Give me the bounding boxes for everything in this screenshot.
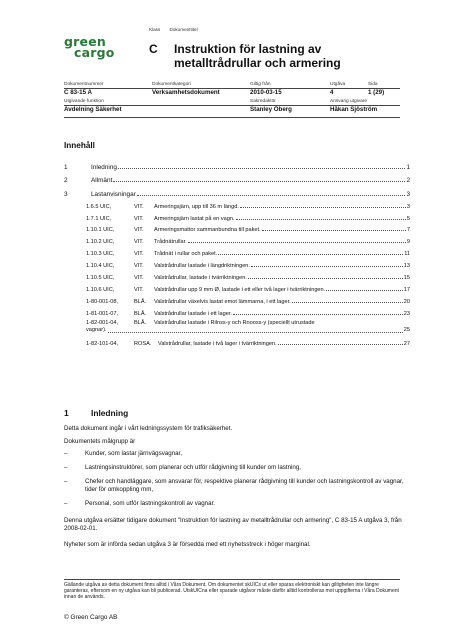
dash-bullet-icon: – bbox=[64, 500, 68, 507]
meta-divider-3 bbox=[64, 117, 400, 118]
toc-leader bbox=[233, 314, 403, 315]
toc-sub-page: 17 bbox=[403, 286, 410, 293]
meta-publisher: Håkan Sjöström bbox=[330, 106, 378, 113]
paragraph: Detta dokument ingår i vårt ledningssystem för trafiksäkerhet. bbox=[64, 425, 233, 432]
meta-page: 1 (29) bbox=[368, 89, 385, 96]
toc-leader bbox=[292, 302, 403, 303]
toc-sub-title: Armeringsjärn, upp till 36 m längd. bbox=[154, 203, 239, 210]
toc-leader bbox=[240, 207, 406, 208]
toc-sub-page: 25 bbox=[403, 327, 410, 334]
list-item-text: Personal, som utför lastningskontroll av vagnar. bbox=[85, 500, 216, 507]
table-of-contents bbox=[64, 157, 410, 347]
toc-sub-code: 1.10.6 UIC, bbox=[86, 286, 115, 293]
toc-leader bbox=[251, 266, 403, 267]
toc-sub-code: 1.10.4 UIC, bbox=[86, 263, 115, 270]
toc-sub-color: VIT. bbox=[134, 203, 144, 210]
toc-sub-title-cont: vagnar). bbox=[86, 327, 107, 334]
toc-entry[interactable] bbox=[64, 184, 410, 198]
meta-valid-from: 2010-03-15 bbox=[250, 89, 282, 96]
toc-leader bbox=[113, 181, 405, 182]
toc-sub-page: 20 bbox=[403, 298, 410, 305]
list-item bbox=[64, 464, 404, 472]
toc-sub-color: VIT. bbox=[134, 251, 144, 258]
logo-line-2: cargo bbox=[74, 45, 115, 60]
toc-sub-color: BLÅ. bbox=[134, 319, 147, 326]
toc-sub-code: 1.10.5 UIC, bbox=[86, 275, 115, 282]
doctitle-label: Dokumenttitel bbox=[169, 27, 198, 32]
toc-sub-title: Valstrådrullar, lastade i tvärriktningen. bbox=[154, 275, 247, 282]
toc-sub-title: Valstrådrullar lastade i längdriktningen. bbox=[154, 263, 250, 270]
toc-entry-title: Allmänt bbox=[91, 177, 113, 185]
meta-function: Avdelning Säkerhet bbox=[64, 106, 122, 113]
meta-divider-2 bbox=[64, 105, 400, 106]
toc-sub-code: 1.10.2 UIC, bbox=[86, 239, 115, 246]
toc-sub-color: BLÅ. bbox=[134, 298, 147, 305]
toc-leader bbox=[137, 195, 406, 196]
section-heading bbox=[64, 408, 128, 418]
meta-label-editor: Sakredaktör bbox=[250, 99, 276, 104]
green-cargo-logo bbox=[64, 36, 130, 60]
toc-heading: Innehåll bbox=[64, 141, 95, 150]
toc-sub-page: 3 bbox=[406, 203, 410, 210]
meta-label-page: Sida bbox=[368, 82, 378, 87]
paragraph: Nyheter som är införda sedan utgåva 3 är försedda med ett nyhetsstreck i höger marginal. bbox=[64, 541, 311, 548]
list-item bbox=[64, 478, 404, 494]
dash-bullet-icon: – bbox=[64, 478, 68, 485]
toc-sub-page: 13 bbox=[403, 263, 410, 270]
toc-leader bbox=[236, 219, 406, 220]
toc-leader bbox=[248, 278, 403, 279]
paragraph: Denna utgåva ersätter tidigare dokument "Instruktion för lastning av metalltrådrullar och armering", C 83-15 A utgåva 3, från 2008-02-01. bbox=[64, 517, 402, 532]
document-title: Instruktion för lastning av metalltrådrullar och armering bbox=[174, 42, 341, 70]
meta-label-publisher: Ansvarig utgivare bbox=[330, 99, 368, 104]
toc-sub-color: VIT. bbox=[134, 275, 144, 282]
toc-sub-title: Valstrådrullar upp 9 mm Ø, lastade i ett eller två lager i tvärriktningen. bbox=[154, 286, 326, 293]
toc-sub-title: Armeringsjärn lastat på en vagn. bbox=[154, 215, 235, 222]
toc-sub-title: Valstrådrullar lastade i ett lager. bbox=[154, 310, 232, 317]
toc-subentry[interactable] bbox=[64, 198, 410, 210]
list-item-text: Kunder, som lastar järnvägsvagnar, bbox=[85, 450, 182, 457]
toc-entry[interactable] bbox=[64, 157, 410, 171]
list-item bbox=[64, 500, 404, 508]
toc-sub-code: 1.7.1 UIC, bbox=[86, 215, 112, 222]
toc-subentry[interactable] bbox=[64, 335, 410, 347]
toc-leader bbox=[108, 332, 403, 333]
toc-subentry[interactable] bbox=[64, 210, 410, 222]
list-item bbox=[64, 450, 404, 458]
toc-subentry[interactable] bbox=[64, 222, 410, 234]
logo-line-1: green bbox=[64, 34, 106, 49]
toc-sub-color: BLÅ. bbox=[134, 310, 147, 317]
toc-subentry[interactable] bbox=[64, 245, 410, 257]
meta-label-docnumber: Dokumentnummer bbox=[64, 82, 104, 87]
toc-sub-title: Valstrådrullar, lastade i två lager i tvärriktningen. bbox=[158, 340, 277, 347]
toc-sub-color: VIT. bbox=[134, 286, 144, 293]
toc-sub-page: 15 bbox=[403, 275, 410, 282]
toc-sub-color: VIT. bbox=[134, 239, 144, 246]
toc-entry-page: 2 bbox=[406, 177, 410, 185]
meta-docnumber: C 83-15 A bbox=[64, 89, 92, 96]
toc-sub-title: Trådnätrullar. bbox=[154, 239, 187, 246]
toc-sub-code: 1.10.1 UIC, bbox=[86, 227, 115, 234]
class-label: Klass bbox=[149, 27, 161, 32]
meta-edition: 4 bbox=[330, 89, 334, 96]
meta-editor: Stanley Öberg bbox=[250, 106, 292, 113]
toc-sub-title: Valstrådrullar växelvis lastat emot lämmarna, i ett lager. bbox=[154, 298, 291, 305]
toc-sub-page: 7 bbox=[406, 227, 410, 234]
paragraph: Dokumentets målgrupp är bbox=[64, 438, 136, 445]
toc-subentry[interactable] bbox=[64, 281, 410, 293]
toc-leader bbox=[218, 254, 403, 255]
meta-label-edition: Utgåva bbox=[330, 82, 346, 87]
toc-subentry[interactable] bbox=[64, 269, 410, 281]
copyright: © Green Cargo AB bbox=[64, 614, 118, 621]
meta-label-category: Dokumentkategori bbox=[152, 82, 191, 87]
footer-divider bbox=[64, 579, 400, 580]
toc-sub-color: ROSA. bbox=[134, 340, 152, 347]
list-item-text: Lastningsinstruktörer, som planerar och utför rådgivning till kunder om lastning, bbox=[85, 464, 301, 471]
toc-sub-code: 1.10.3 UIC, bbox=[86, 251, 115, 258]
meta-label-function: Utgivande funktion bbox=[64, 99, 104, 104]
toc-entry-number: 3 bbox=[64, 190, 68, 198]
footer-note: Gällande utgåva av detta dokument finns alltid i Våra Dokument. Om dokumentet skUICs ut eller sparas elektroniskt kan giltigheten inte längre garanteras, eftersom en ny utgåva kan bli publicerad. UtskUICna eller sparade utgåvor måste därför alltid kontrolleras mot uppgifterna i Våra Dokument innan de används. bbox=[64, 582, 399, 601]
section-title: Inledning bbox=[91, 408, 129, 418]
toc-sub-code: 1-80-001-08, bbox=[86, 298, 119, 305]
meta-divider-1 bbox=[64, 88, 400, 89]
toc-leader bbox=[118, 168, 405, 169]
toc-entry-number: 2 bbox=[64, 177, 68, 185]
toc-entry-number: 1 bbox=[64, 163, 68, 171]
toc-sub-page: 5 bbox=[406, 215, 410, 222]
toc-sub-title: Armeringsmattor sammanbundna till paket. bbox=[154, 227, 261, 234]
dash-bullet-icon: – bbox=[64, 450, 68, 457]
toc-sub-page: 23 bbox=[403, 310, 410, 317]
toc-entry-title: Lastanvisningar bbox=[91, 190, 136, 198]
toc-leader bbox=[188, 242, 406, 243]
toc-sub-title: Trådnät i rullar och paket. bbox=[154, 251, 218, 258]
toc-entry[interactable] bbox=[64, 171, 410, 185]
toc-sub-code: 1-82-001-04, bbox=[86, 319, 119, 326]
audience-list bbox=[64, 450, 404, 514]
toc-sub-page: 11 bbox=[404, 251, 410, 258]
toc-subentry[interactable] bbox=[64, 233, 410, 245]
list-item-text: Chefer och handläggare, som ansvarar för, respektive planerar rådgivning till kunder och lastningskontroll av vagnar, tider för omkoppling mm, bbox=[85, 478, 404, 493]
toc-leader bbox=[278, 344, 403, 345]
toc-leader bbox=[262, 230, 406, 231]
toc-sub-page: 9 bbox=[406, 239, 410, 246]
toc-sub-title: Valstrådrullar lastade i Rilnss-y och Rnooss-y (speciellt utrustade bbox=[154, 319, 315, 326]
toc-subentry[interactable] bbox=[64, 305, 410, 317]
meta-category: Verksamhetsdokument bbox=[152, 89, 220, 96]
toc-entry-page: 1 bbox=[406, 163, 410, 171]
toc-sub-code: 1.6.5 UIC, bbox=[86, 203, 112, 210]
header-labels bbox=[149, 27, 198, 32]
toc-sub-code: 1-82-101-04, bbox=[86, 340, 119, 347]
class-value: C bbox=[149, 42, 158, 56]
toc-entry-page: 3 bbox=[406, 190, 410, 198]
toc-subentry[interactable] bbox=[64, 317, 410, 335]
toc-entry-title: Inledning bbox=[91, 163, 117, 171]
toc-subentry[interactable] bbox=[64, 293, 410, 305]
toc-sub-color: VIT. bbox=[134, 215, 144, 222]
dash-bullet-icon: – bbox=[64, 464, 68, 471]
toc-sub-color: VIT. bbox=[134, 263, 144, 270]
toc-sub-page: 27 bbox=[403, 340, 410, 347]
toc-sub-color: VIT. bbox=[134, 227, 144, 234]
toc-sub-code: 1-81-001-07, bbox=[86, 310, 119, 317]
toc-leader bbox=[326, 290, 403, 291]
toc-subentry[interactable] bbox=[64, 257, 410, 269]
meta-label-valid-from: Giltig från bbox=[250, 82, 271, 87]
section-number: 1 bbox=[64, 408, 69, 418]
